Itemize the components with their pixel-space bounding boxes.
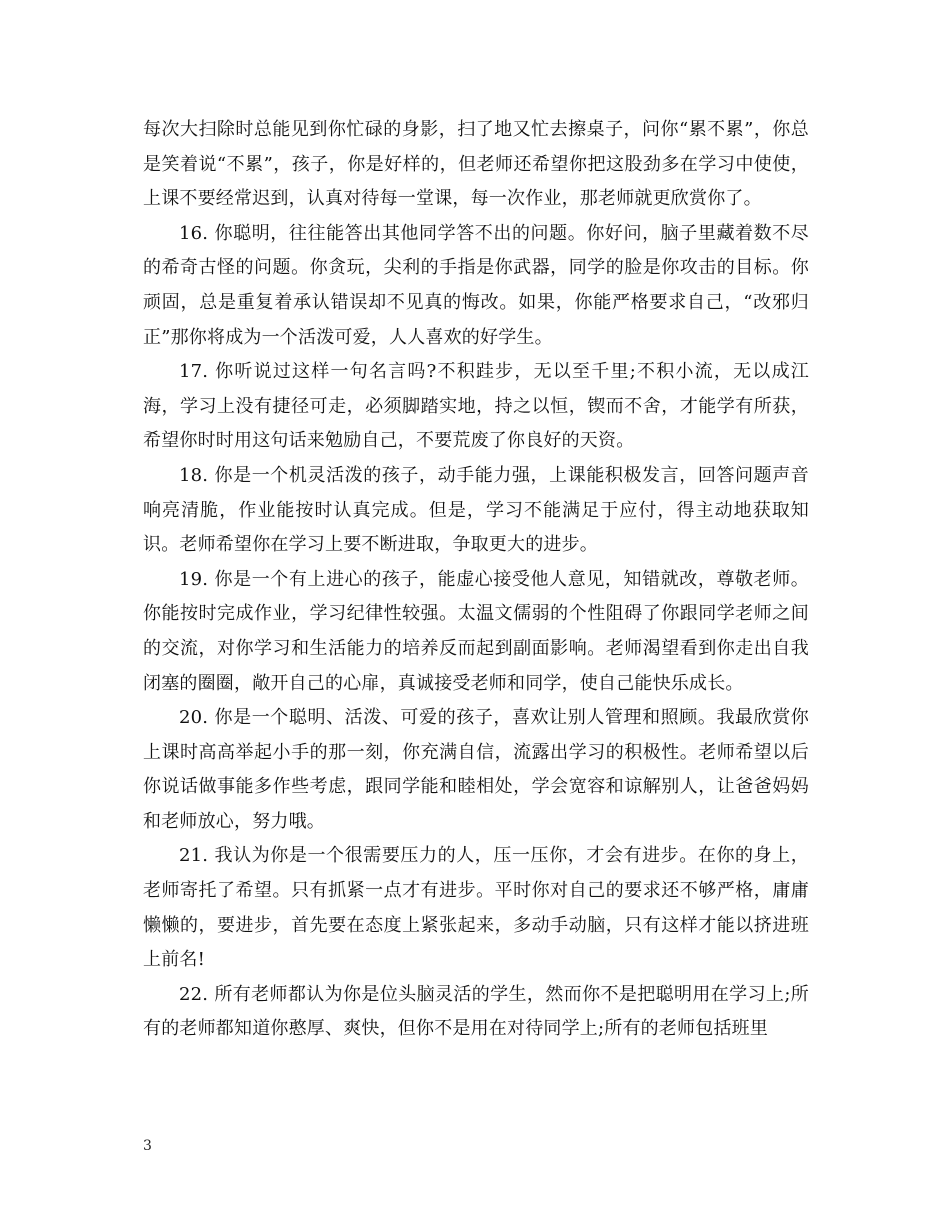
paragraph-20: 20. 你是一个聪明、活泼、可爱的孩子，喜欢让别人管理和照顾。我最欣赏你上课时高高举起小手的那一刻，你充满自信，流露出学习的积极性。老师希望以后你说话做事能多作些考虑，跟同学能和睦相处，学会宽容和谅解别人，让爸爸妈妈和老师放心，努力哦。 xyxy=(143,707,809,832)
page-number: 3 xyxy=(143,1138,152,1154)
paragraph-22: 22. 所有老师都认为你是位头脑灵活的学生，然而你不是把聪明用在学习上;所有的老师都知道你憨厚、爽快，但你不是用在对待同学上;所有的老师包括班里 xyxy=(143,983,809,1040)
paragraph-21: 21. 我认为你是一个很需要压力的人，压一压你，才会有进步。在你的身上，老师寄托了希望。只有抓紧一点才有进步。平时你对自己的要求还不够严格，庸庸懒懒的，要进步，首先要在态度上紧张起来，多动手动脑，只有这样才能以挤进班上前名! xyxy=(143,845,809,971)
paragraph-16: 16. 你聪明，往往能答出其他同学答不出的问题。你好问，脑子里藏着数不尽的希奇古怪的问题。你贪玩，尖利的手指是你武器，同学的脸是你攻击的目标。你顽固，总是重复着承认错误却不见真的悔改。如果，你能严格要求自己，“改邪归正”那你将成为一个活泼可爱，人人喜欢的好学生。 xyxy=(143,222,809,348)
document-body xyxy=(143,113,809,1047)
paragraph-17: 17. 你听说过这样一句名言吗?不积跬步，无以至千里;不积小流，无以成江海，学习上没有捷径可走，必须脚踏实地，持之以恒，锲而不舍，才能学有所获，希望你时时用这句话来勉励自己，不要荒废了你良好的天资。 xyxy=(143,361,809,452)
paragraph-continuation: 每次大扫除时总能见到你忙碌的身影，扫了地又忙去擦桌子，问你“累不累”，你总是笑着说“不累”，孩子，你是好样的，但老师还希望你把这股劲多在学习中使使，上课不要经常迟到，认真对待每一堂课，每一次作业，那老师就更欣赏你了。 xyxy=(143,119,809,210)
paragraph-19: 19. 你是一个有上进心的孩子，能虚心接受他人意见，知错就改，尊敬老师。你能按时完成作业，学习纪律性较强。太温文儒弱的个性阻碍了你跟同学老师之间的交流，对你学习和生活能力的培养反而起到副面影响。老师渴望看到你走出自我闭塞的圈圈，敞开自己的心扉，真诚接受老师和同学，使自己能快乐成长。 xyxy=(143,568,809,694)
paragraph-18: 18. 你是一个机灵活泼的孩子，动手能力强，上课能积极发言，回答问题声音响亮清脆，作业能按时认真完成。但是，学习不能满足于应付，得主动地获取知识。老师希望你在学习上要不断进取，争取更大的进步。 xyxy=(143,464,809,556)
